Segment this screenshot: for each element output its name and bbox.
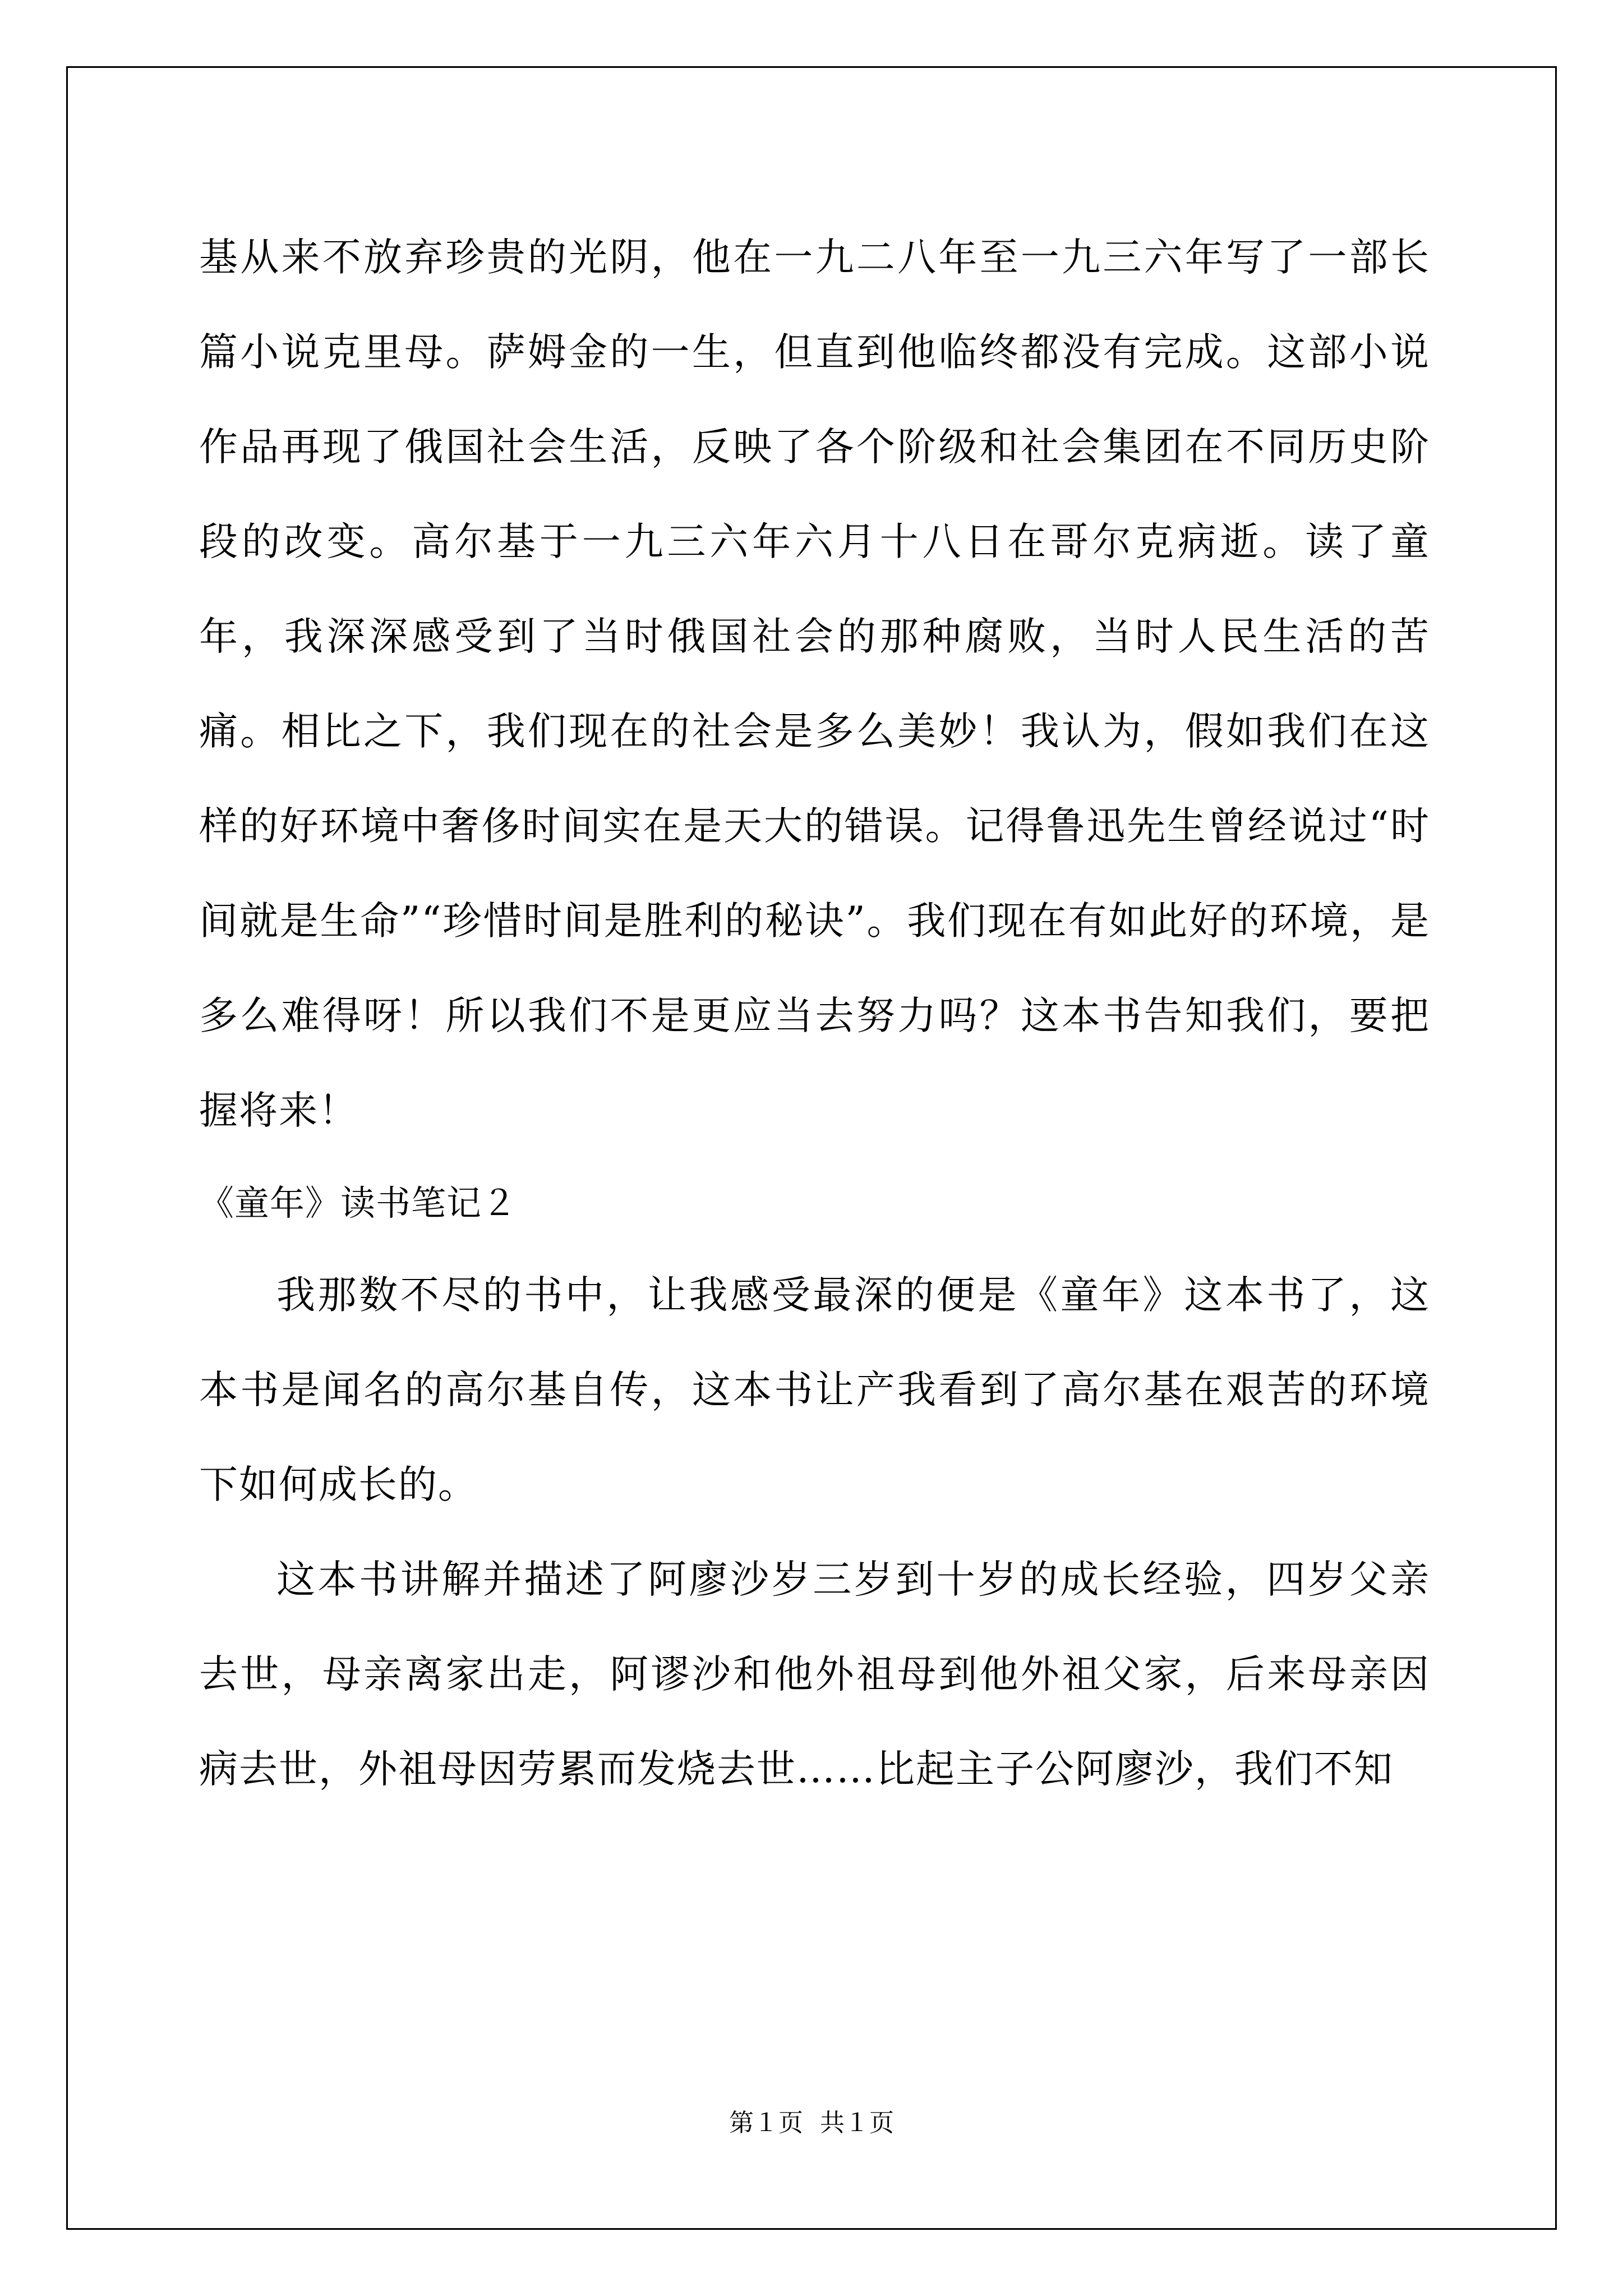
body-paragraph: 这本书讲解并描述了阿廖沙岁三岁到十岁的成长经验，四岁父亲去世，母亲离家出走，阿谬沙和他外祖母到他外祖父家，后来母亲因病去世，外祖母因劳累而发烧去世……比起主子公阿廖沙，我们不知 (199, 1557, 1430, 1792)
section-heading: 《童年》读书笔记２ (199, 1182, 518, 1223)
body-paragraph: 基从来不放弃珍贵的光阴，他在一九二八年至一九三六年写了一部长篇小说克里母。萨姆金的一生，但直到他临终都没有完成。这部小说作品再现了俄国社会生活，反映了各个阶级和社会集团在不同历史阶段的改变。高尔基于一九三六年六月十八日在哥尔克病逝。读了童年，我深深感受到了当时俄国社会的那种腐败，当时人民生活的苦痛。相比之下，我们现在的社会是多么美妙！我认为，假如我们在这样的好环境中奢侈时间实在是天大的错误。记得鲁迅先生曾经说过“时间就是生命”“珍惜时间是胜利的秘诀”。我们现在有如此好的环境，是多么难得呀！所以我们不是更应当去努力吗？这本书告知我们，要把握将来！ (199, 235, 1430, 1133)
page-number-total: 共１页 (820, 2109, 894, 2137)
page-footer (0, 2106, 1623, 2140)
document-body (199, 210, 1430, 1817)
body-paragraph: 我那数不尽的书中，让我感受最深的便是《童年》这本书了，这本书是闻名的高尔基自传，这本书让产我看到了高尔基在艰苦的环境下如何成长的。 (199, 1273, 1430, 1507)
page-number-current: 第１页 (729, 2109, 803, 2137)
